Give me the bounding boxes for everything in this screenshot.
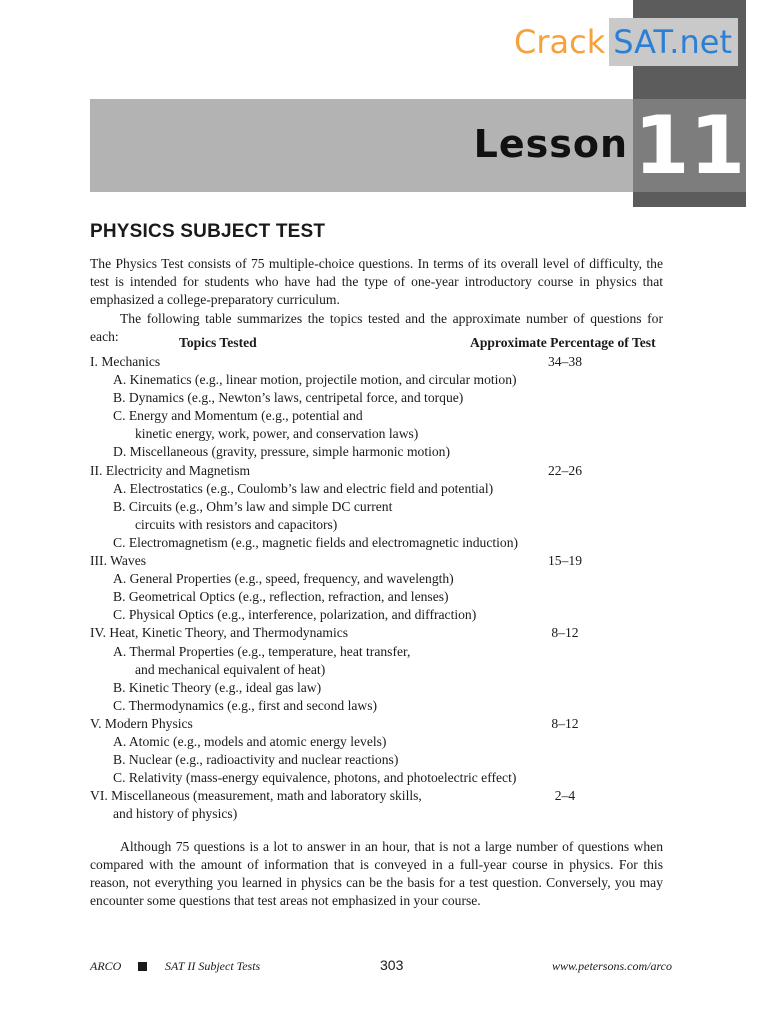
topic-row [90,715,690,733]
topic-text: C. Physical Optics (e.g., interference, polarization, and diffraction) [113,607,477,623]
topic-row [90,679,690,697]
topic-row [90,588,690,606]
topic-percentage: 8–12 [551,625,579,641]
topic-percentage: 8–12 [551,715,579,731]
topic-row [90,425,690,443]
topic-row [90,624,690,642]
topic-percentage: 34–38 [548,354,582,369]
topic-row [90,661,690,679]
footer-square-icon [138,962,147,971]
topic-text: B. Nuclear (e.g., radioactivity and nuclear reactions) [113,752,399,768]
topic-text: B. Dynamics (e.g., Newton’s laws, centripetal force, and torque) [113,390,464,406]
topics-table [90,353,690,823]
watermark-part-2: SAT.net [609,18,738,66]
topic-text: B. Circuits (e.g., Ohm’s law and simple DC current [113,498,393,514]
topic-row [90,733,690,751]
topic-row [90,643,690,661]
topic-row [90,570,690,588]
topic-row [90,751,690,769]
topic-percentage: 22–26 [548,462,582,478]
topic-text: C. Electromagnetism (e.g., magnetic fields and electromagnetic induction) [113,534,519,550]
topic-text: B. Kinetic Theory (e.g., ideal gas law) [113,679,322,695]
intro-paragraph: The Physics Test consists of 75 multiple-choice questions. In terms of its overall level of difficulty, the test is intended for students who have had the type of one-year introductory course in physics that emphasized a college-preparatory curriculum. [90,256,663,307]
topic-row [90,805,690,823]
topic-text: I. Mechanics [90,354,161,369]
topic-text: C. Energy and Momentum (e.g., potential and [113,408,363,424]
topic-row [90,769,690,787]
footer-publisher: ARCO [90,959,122,973]
topic-row [90,389,690,407]
topic-row [90,407,690,425]
topic-text: and history of physics) [113,806,238,822]
lesson-word: Lesson [473,122,628,166]
topic-row [90,697,690,715]
topic-text: IV. Heat, Kinetic Theory, and Thermodynamics [90,625,349,641]
topic-row [90,371,690,389]
table-header-topics: Topics Tested [179,335,257,350]
topic-row [90,787,690,805]
topic-row [90,353,690,371]
footer-url[interactable]: www.petersons.com/arco [552,959,672,973]
topic-row [90,462,690,480]
topic-text: V. Modern Physics [90,715,193,731]
topic-text: A. Electrostatics (e.g., Coulomb’s law and electric field and potential) [113,480,494,496]
topic-row [90,552,690,570]
topic-text: A. Atomic (e.g., models and atomic energy levels) [113,733,387,749]
topic-text: and mechanical equivalent of heat) [135,661,326,677]
topic-row [90,498,690,516]
watermark-logo [508,18,738,66]
page-number: 303 [380,957,404,973]
closing-paragraph: Although 75 questions is a lot to answer in an hour, that is not a large number of questions when compared with the amount of information that is conveyed in a full-year course in physics. For this reason, not everything you learned in physics can be the basis for a test question. Conversely, you may encounter some questions that test areas not emphasized in your course. [90,839,663,908]
topic-text: B. Geometrical Optics (e.g., reflection, refraction, and lenses) [113,589,449,605]
topic-text: A. Thermal Properties (e.g., temperature, heat transfer, [113,643,411,659]
topic-row [90,443,690,461]
topic-text: III. Waves [90,553,147,569]
topic-text: II. Electricity and Magnetism [90,462,251,478]
topic-text: D. Miscellaneous (gravity, pressure, simple harmonic motion) [113,444,450,460]
topic-percentage: 15–19 [548,553,582,569]
section-title: PHYSICS SUBJECT TEST [90,221,326,242]
topic-row [90,606,690,624]
lesson-number: 11 [633,99,746,192]
table-header-percentage: Approximate Percentage of Test [470,335,656,350]
topic-row [90,516,690,534]
watermark-part-1: Crack [514,23,606,61]
topic-text: circuits with resistors and capacitors) [135,516,338,532]
topic-row [90,534,690,552]
topic-percentage: 2–4 [554,788,576,804]
topic-text: A. General Properties (e.g., speed, frequency, and wavelength) [113,571,454,587]
footer-series: SAT II Subject Tests [165,959,261,973]
topic-row [90,480,690,498]
topic-text: A. Kinematics (e.g., linear motion, projectile motion, and circular motion) [113,372,517,388]
topic-text: kinetic energy, work, power, and conservation laws) [135,426,419,442]
intro-paragraph-2: The following table summarizes the topics tested and the approximate number of questions for each: [90,311,663,344]
topic-text: VI. Miscellaneous (measurement, math and laboratory skills, [90,788,422,804]
topic-text: C. Thermodynamics (e.g., first and second laws) [113,697,378,713]
topic-text: C. Relativity (mass-energy equivalence, photons, and photoelectric effect) [113,770,517,786]
